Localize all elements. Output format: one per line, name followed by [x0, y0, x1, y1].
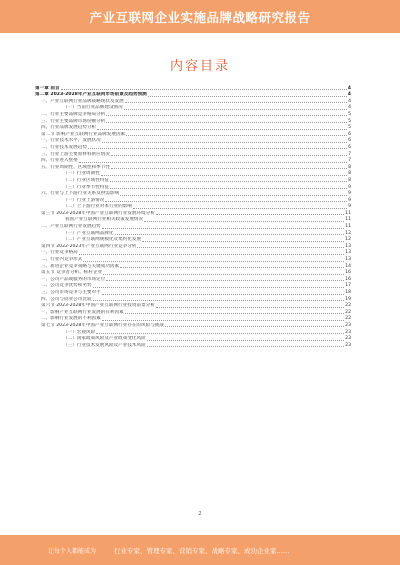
toc-entry-page: 16 — [345, 270, 351, 276]
toc-entry[interactable] — [35, 230, 351, 237]
toc-entry-text: 二、影响行业发展的不利因素 — [41, 316, 101, 322]
toc-entry-page: 8 — [348, 177, 351, 183]
toc-leader-dots — [105, 201, 347, 202]
toc-entry-text: 第二节 影响产业互联网行业品牌发展因素 — [41, 131, 126, 137]
toc-leader-dots — [102, 228, 344, 229]
toc-entry[interactable] — [35, 85, 351, 92]
toc-entry-page: 13 — [345, 250, 351, 256]
toc-leader-dots — [110, 181, 347, 182]
toc-entry-page: 9 — [348, 184, 351, 190]
toc-leader-dots — [97, 129, 347, 130]
toc-entry[interactable] — [35, 296, 351, 303]
toc-leader-dots — [102, 294, 344, 295]
toc-entry-text: 四、行业进入壁垒 — [41, 158, 78, 164]
toc-entry-page: 14 — [345, 263, 351, 269]
toc-entry[interactable] — [35, 263, 351, 270]
toc-entry-page: 11 — [345, 210, 351, 216]
toc-entry[interactable] — [35, 217, 351, 224]
toc-leader-dots — [102, 320, 344, 321]
toc-entry-page: 9 — [348, 191, 351, 197]
toc-entry-text: （一）当前行业品牌建设情况 — [63, 105, 123, 111]
toc-entry-page: 16 — [345, 276, 351, 282]
toc-entry[interactable] — [35, 111, 351, 118]
toc-entry-text: 第五节 竞争者分析、标杆企业 — [41, 270, 103, 276]
toc-leader-dots — [144, 221, 344, 222]
toc-entry[interactable] — [35, 243, 351, 250]
toc-entry-text: 二、行业内竞争形式 — [41, 257, 83, 263]
toc-entry-page: 8 — [348, 171, 351, 177]
report-header — [0, 0, 400, 33]
toc-entry[interactable] — [35, 125, 351, 132]
toc-entry-page: 23 — [345, 322, 351, 328]
toc-entry[interactable] — [35, 336, 351, 343]
toc-entry-page: 13 — [345, 257, 351, 263]
toc-entry-text: 六、行业与上下游行业关系及供需影响 — [41, 191, 120, 197]
toc-entry-page: 13 — [345, 243, 351, 249]
report-title: 产业互联网企业实施品牌战略研究报告 — [89, 9, 311, 25]
toc-entry-text: 二、产业互联网行业发展趋势 — [41, 224, 101, 230]
toc-leader-dots — [106, 115, 347, 116]
toc-entry-text: 三、新进企业竞争策略与关键成功因素 — [41, 263, 120, 269]
toc-leader-dots — [156, 307, 344, 308]
toc-entry-text: 二、行业主要品牌竞争格局分析 — [41, 111, 106, 117]
toc-entry-page: 9 — [348, 197, 351, 203]
toc-entry[interactable] — [35, 256, 351, 263]
toc-entry-page: 17 — [345, 283, 351, 289]
toc-entry-text: 三、公司市场竞争与主要对手 — [41, 290, 101, 295]
toc-entry-page: 4 — [348, 98, 351, 104]
toc-leader-dots — [165, 326, 344, 327]
toc-leader-dots — [102, 142, 347, 143]
toc-leader-dots — [125, 102, 347, 103]
toc-leader-dots — [103, 274, 344, 275]
toc-entry-page: 5 — [348, 125, 351, 131]
toc-entry-text: （二）上下游行业对本行业的影响 — [63, 204, 132, 210]
toc-entry[interactable] — [35, 98, 351, 105]
toc-leader-dots — [88, 148, 347, 149]
toc-entry-page: 23 — [345, 336, 351, 342]
toc-entry-text: （一）行业周期性 — [63, 171, 100, 177]
toc-leader-dots — [96, 333, 344, 334]
toc-entry[interactable] — [35, 138, 351, 145]
toc-leader-dots — [101, 175, 347, 176]
toc-entry-text: （二）行业区域性特征 — [63, 177, 109, 183]
toc-entry[interactable] — [35, 250, 351, 257]
toc-entry-page: 22 — [345, 303, 351, 309]
toc-leader-dots — [126, 135, 347, 136]
toc-entry-text: 第四节 2022-2023年产业互联网行业竞争分析 — [41, 243, 137, 249]
toc-entry-page: 6 — [348, 138, 351, 144]
toc-entry[interactable] — [35, 151, 351, 158]
toc-entry-page: 23 — [345, 329, 351, 335]
toc-entry-text: 我国产业互联网行业相关政策发展情况 — [65, 217, 144, 223]
toc-entry-page: 12 — [345, 230, 351, 236]
toc-entry[interactable] — [35, 303, 351, 310]
toc-leader-dots — [120, 195, 347, 196]
toc-entry-text: （一）行业上游情况 — [63, 197, 105, 203]
toc-leader-dots — [61, 89, 347, 90]
toc-entry-page: 22 — [345, 316, 351, 322]
toc-entry-page: 18 — [345, 290, 351, 295]
toc-entry-page: 12 — [345, 237, 351, 243]
toc-entry-page: 7 — [348, 151, 351, 157]
toc-entry-text: （一）产业互联网品牌化 — [63, 230, 114, 236]
footer-roles: 行业专家、管理专家、营销专家、战略专家、成功企业家…… — [114, 546, 290, 555]
report-footer — [0, 535, 400, 565]
toc-entry[interactable] — [35, 105, 351, 112]
toc-entry[interactable] — [35, 92, 351, 99]
toc-leader-dots — [79, 254, 344, 255]
toc-entry-page: 6 — [348, 144, 351, 150]
toc-entry[interactable] — [35, 289, 351, 296]
toc-entry-text: 第三节 2023-2028年中国产业互联网行业发展环境分析 — [41, 210, 155, 216]
toc-entry-text: 二、行业技术发展趋势 — [41, 144, 87, 150]
toc-entry-text: 四、公司与同业公司比较 — [41, 296, 92, 302]
toc-entry[interactable] — [35, 283, 351, 290]
footer-slogan: 让每个人都能成为 — [48, 547, 97, 555]
toc-entry-text: 第六节 2023-2028年中国产业互联网行业投资前景分析 — [41, 303, 155, 309]
toc-entry-text: （二）国家政策风险及产业政策变化风险 — [63, 336, 146, 342]
toc-entry[interactable] — [35, 184, 351, 191]
toc-entry-page: 9 — [348, 204, 351, 210]
toc-entry-page: 6 — [348, 131, 351, 137]
toc-entry[interactable] — [35, 309, 351, 316]
toc-leader-dots — [110, 188, 347, 189]
toc-entry[interactable] — [35, 118, 351, 125]
toc-leader-dots — [142, 241, 344, 242]
toc-entry[interactable] — [35, 171, 351, 178]
toc-leader-dots — [124, 109, 347, 110]
toc-entry[interactable] — [35, 197, 351, 204]
toc-entry[interactable] — [35, 316, 351, 323]
toc-entry[interactable] — [35, 144, 351, 151]
toc-leader-dots — [93, 287, 345, 288]
toc-leader-dots — [133, 208, 347, 209]
toc-leader-dots — [148, 96, 347, 97]
toc-entry-text: 第七节 2023-2028年中国产业互联网行业存在的风险与挑战 — [41, 322, 164, 328]
toc-entry-text: 四、行业品牌发展趋势分析 — [41, 125, 97, 131]
toc-leader-dots — [106, 280, 344, 281]
toc-entry-page: 7 — [348, 158, 351, 164]
toc-entry-text: 一、产业互联网行业品牌战略现状及发展 — [41, 98, 124, 104]
toc-entry[interactable] — [35, 223, 351, 230]
toc-entry-text: 三、行业上游主要原材料供应情况 — [41, 151, 110, 157]
toc-title: 内容目录 — [169, 59, 230, 74]
toc-entry[interactable] — [35, 270, 351, 277]
toc-entry-text: 五、行业周期性、区域性和季节性 — [41, 164, 110, 170]
toc-entry-page: 23 — [345, 342, 351, 348]
toc-entry-page: 22 — [345, 309, 351, 315]
toc-entry-text: （二）产业互联网规模化及集约化发展 — [63, 237, 142, 243]
toc-leader-dots — [137, 247, 344, 248]
toc-leader-dots — [111, 155, 347, 156]
toc-entry-page: 5 — [348, 111, 351, 117]
toc-leader-dots — [79, 162, 347, 163]
toc-leader-dots — [120, 267, 344, 268]
toc-entry-text: 二、公司竞争优势和劣势 — [41, 283, 92, 289]
toc-leader-dots — [125, 313, 344, 314]
toc-entry-text: （三）行业季节性特征 — [63, 184, 109, 190]
toc-leader-dots — [111, 168, 347, 169]
toc-entry-page: 4 — [348, 105, 351, 111]
toc-entry[interactable] — [35, 342, 351, 349]
toc-entry-page: 8 — [348, 164, 351, 170]
toc-entry-page: 11 — [345, 217, 351, 223]
toc-entry-page: 4 — [347, 92, 351, 98]
toc-entry[interactable] — [35, 210, 351, 217]
toc-entry[interactable] — [35, 329, 351, 336]
toc-leader-dots — [156, 214, 344, 215]
toc-entry-text: （三）行业技术发展风险及产业技术风险 — [63, 342, 146, 348]
toc-entry[interactable] — [35, 131, 351, 138]
toc-entry[interactable] — [35, 276, 351, 283]
toc-leader-dots — [147, 340, 344, 341]
toc-entry[interactable] — [35, 191, 351, 198]
toc-entry-text: 一、行业技术水平、发展状况 — [41, 138, 101, 144]
toc-entry-text: 三、行业主要品牌市场份额分析 — [41, 118, 106, 124]
toc-entry[interactable] — [35, 204, 351, 211]
toc-entry-text: 第二章 2023-2028年产业互联网市场前景及趋势预测 — [35, 92, 147, 98]
toc-entry-page: 19 — [345, 296, 351, 302]
toc-leader-dots — [115, 234, 345, 235]
toc-entry[interactable] — [35, 164, 351, 171]
toc-entry-text: （一）宏观风险 — [63, 329, 96, 335]
toc-entry-page: 5 — [348, 118, 351, 124]
page-number: 2 — [198, 511, 202, 517]
toc-entry-page: 4 — [347, 85, 351, 91]
toc-leader-dots — [83, 261, 344, 262]
toc-leader-dots — [93, 300, 345, 301]
toc-entry[interactable] — [35, 158, 351, 165]
toc-leader-dots — [147, 346, 344, 347]
toc-leader-dots — [106, 122, 347, 123]
toc-entry[interactable] — [35, 322, 351, 329]
table-of-contents — [35, 85, 351, 349]
toc-entry-text: 一、影响产业互联网行业发展的有利因素 — [41, 309, 124, 315]
toc-entry[interactable] — [35, 177, 351, 184]
toc-entry-text: 一、行业竞争格局 — [41, 250, 78, 256]
toc-entry-text: 第一章 前言 — [35, 85, 60, 91]
toc-entry[interactable] — [35, 237, 351, 244]
toc-entry-text: 一、公司产品或服务的市场定位 — [41, 276, 106, 282]
toc-entry-page: 11 — [345, 224, 351, 230]
